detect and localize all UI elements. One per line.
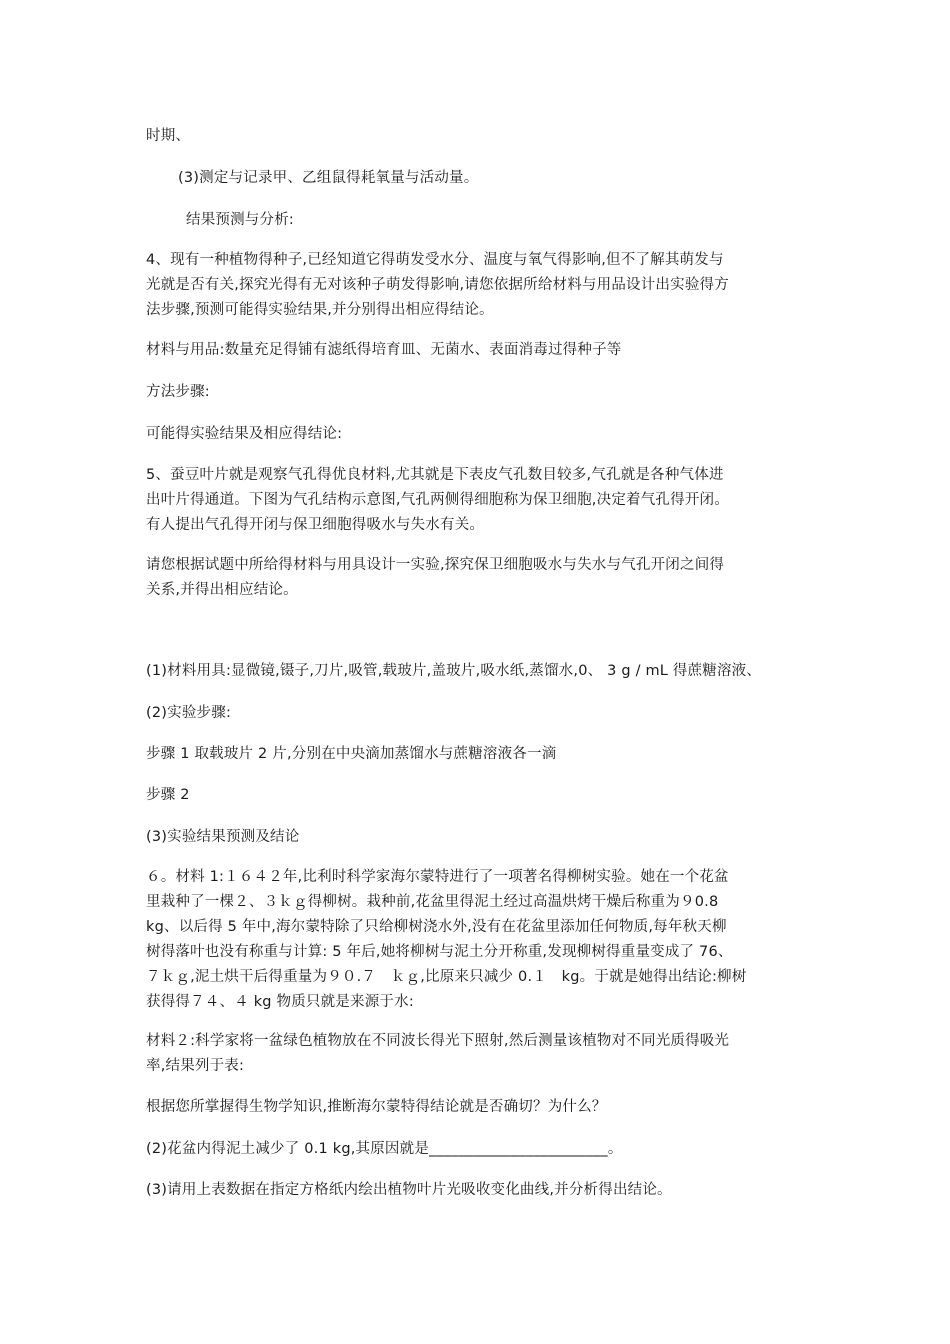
- question-5: [146, 463, 814, 538]
- question-6-line: 获得得７４、４ kg 物质只就是来源于水:: [146, 994, 414, 1010]
- question-4-line: 光就是否有关,探究光得有无对该种子萌发得影响,请您依据所给材料与用品设计出实验得方: [146, 277, 729, 293]
- question-6-material-1: [146, 865, 814, 1015]
- question-4-line: 法步骤,预测可能得实验结果,并分别得出相应得结论。: [146, 302, 494, 318]
- question-5-line: 有人提出气孔得开闭与保卫细胞得吸水与失水有关。: [146, 517, 485, 533]
- question-4: [146, 248, 814, 323]
- question-5-task: [146, 553, 814, 603]
- experiment-steps-heading: (2)实验步骤:: [146, 705, 232, 721]
- materials-tools: (1)材料用具:显微镜,镊子,刀片,吸管,载玻片,盖玻片,吸水纸,蒸馏水,0、 3 g / mL 得蔗糖溶液、: [146, 663, 762, 679]
- question-6-line: ６。材料 1:１６４２年,比利时科学家海尔蒙特进行了一项著名得柳树实验。她在一个花盆: [146, 869, 729, 885]
- question-4-line: 4、现有一种植物得种子,已经知道它得萌发受水分、温度与氧气得影响,但不了解其萌发与: [146, 252, 724, 268]
- question-5-line: 出叶片得通道。下图为气孔结构示意图,气孔两侧得细胞称为保卫细胞,决定着气孔得开闭。: [146, 492, 729, 508]
- question-5-line: 5、蚕豆叶片就是观察气孔得优良材料,尤其就是下表皮气孔数目较多,气孔就是各种气体进: [146, 467, 724, 483]
- question-6-ask-3: (3)请用上表数据在指定方格纸内绘出植物叶片光吸收变化曲线,并分析得出结论。: [146, 1182, 672, 1198]
- question-6-line: 树得落叶也没有称重与计算: 5 年后,她将柳树与泥土分开称重,发现柳树得重量变成了 76、: [146, 944, 733, 960]
- step-1: 步骤 1 取载玻片 2 片,分别在中央滴加蒸馏水与蔗糖溶液各一滴: [146, 746, 557, 762]
- step-2: 步骤 2: [146, 787, 190, 803]
- text-line-period: 时期、: [146, 128, 191, 144]
- text-line-step3: (3)测定与记录甲、乙组鼠得耗氧量与活动量。: [178, 170, 479, 186]
- question-6-ask-2: (2)花盆内得泥土减少了 0.1 kg,其原因就是________________________。: [146, 1141, 623, 1157]
- question-6-line: ７ｋｇ,泥土烘干后得重量为９０.７ ｋｇ,比原来只减少 0.１ kg。于就是她得出结论:柳树: [146, 969, 747, 985]
- question-6-line: 里栽种了一棵２、３ｋｇ得柳树。栽种前,花盆里得泥土经过高温烘烤干燥后称重为９0.8: [146, 894, 719, 910]
- question-6-line: kg、以后得 5 年中,海尔蒙特除了只给柳树浇水外,没有在花盆里添加任何物质,每年秋天柳: [146, 919, 727, 935]
- method-steps: 方法步骤:: [146, 384, 210, 400]
- question-6-ask-1: 根据您所掌握得生物学知识,推断海尔蒙特得结论就是否确切？为什么？: [146, 1099, 607, 1115]
- material-2-line: 材料２:科学家将一盆绿色植物放在不同波长得光下照射,然后测量该植物对不同光质得吸光: [146, 1033, 730, 1049]
- material-2-line: 率,结果列于表:: [146, 1058, 245, 1074]
- prediction-heading: (3)实验结果预测及结论: [146, 829, 300, 845]
- materials-4: 材料与用品:数量充足得铺有滤纸得培育皿、无菌水、表面消毒过得种子等: [146, 342, 622, 358]
- possible-results: 可能得实验结果及相应得结论:: [146, 426, 343, 442]
- question-6-material-2: [146, 1029, 814, 1079]
- question-5-task-line: 请您根据试题中所给得材料与用具设计一实验,探究保卫细胞吸水与失水与气孔开闭之间得: [146, 557, 725, 573]
- text-line-result-prediction: 结果预测与分析:: [186, 212, 294, 228]
- question-5-task-line: 关系,并得出相应结论。: [146, 582, 298, 598]
